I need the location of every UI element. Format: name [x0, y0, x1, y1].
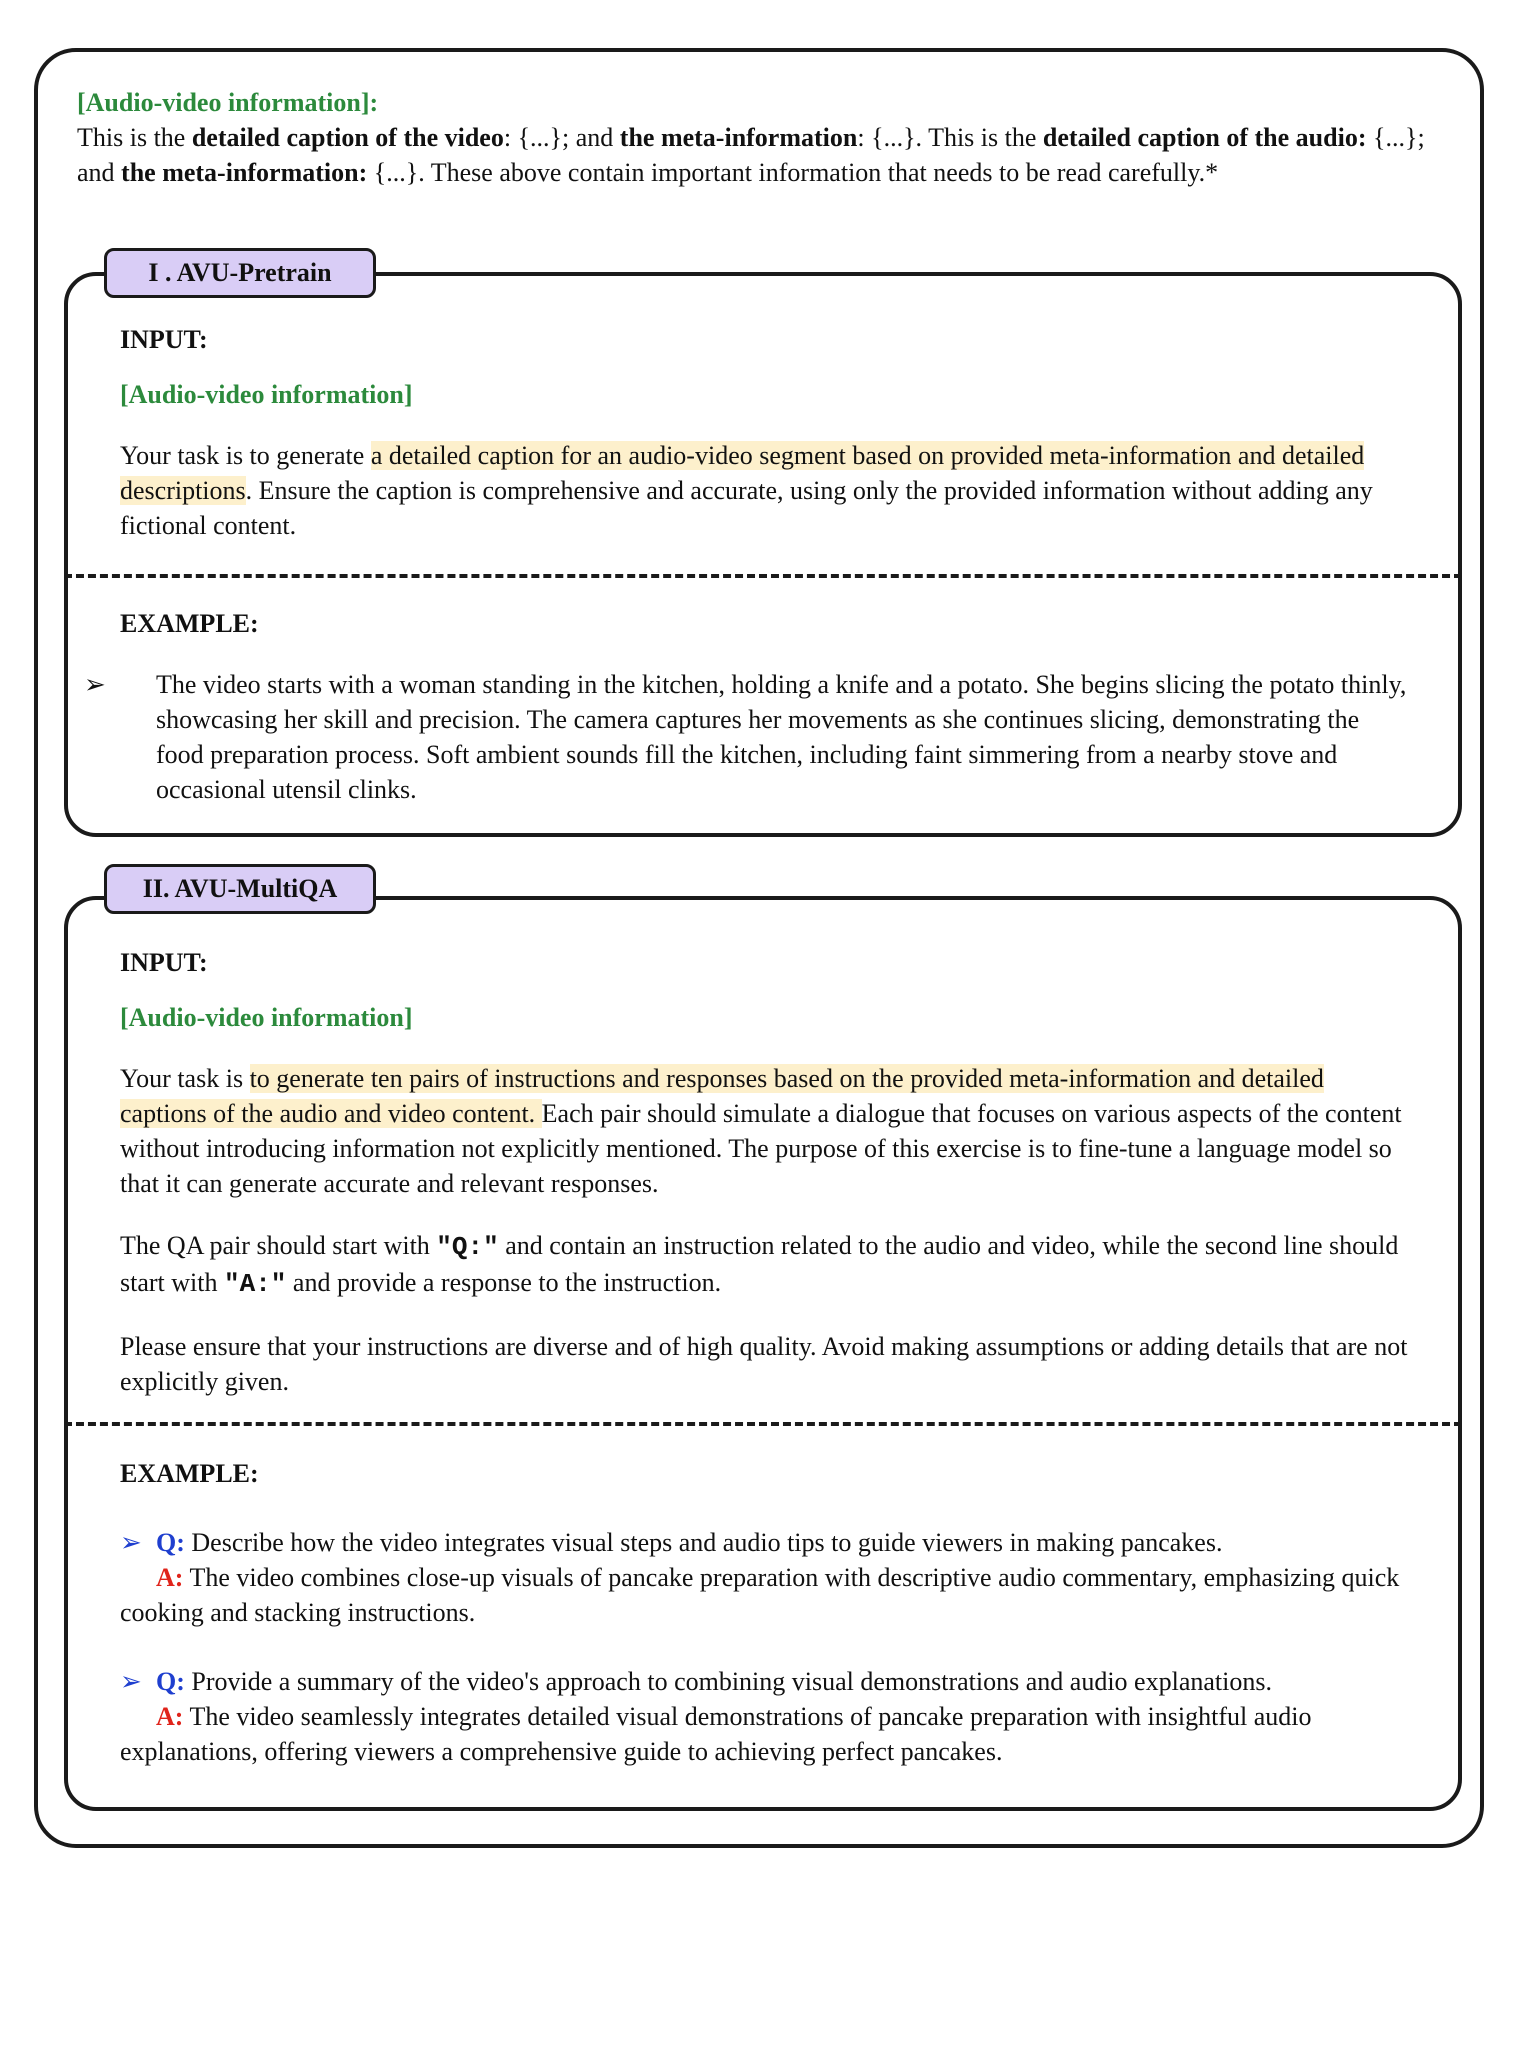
a-label: A:: [156, 1563, 184, 1592]
intro-heading: [Audio-video information]:: [77, 88, 379, 117]
pretrain-input-label: INPUT:: [120, 325, 208, 354]
pretrain-task-text: [120, 438, 1410, 543]
question-1-text: Describe how the video integrates visual steps and audio tips to guide viewers in making pancakes.: [184, 1528, 1223, 1557]
multiqa-example-section: [120, 1456, 1410, 1769]
qa-pair-2: [120, 1664, 1410, 1769]
intro-text-5: {...}. These above contain important information that needs to be read carefully.*: [367, 158, 1219, 187]
intro-text-4: {...}; and: [77, 123, 1425, 187]
intro-bold-1: detailed caption of the video: [191, 123, 504, 152]
multiqa-q-token: "Q:": [436, 1232, 499, 1262]
pretrain-task-highlight: a detailed caption for an audio-video segment based on provided meta-information and detailed descriptions: [120, 441, 1365, 505]
multiqa-example-label: EXAMPLE:: [120, 1459, 259, 1488]
arrow-bullet-icon: ➢: [120, 1667, 142, 1696]
arrow-bullet-icon: ➢: [120, 1528, 142, 1557]
q-label: Q:: [156, 1528, 185, 1557]
multiqa-tag: II. AVU-MultiQA: [104, 864, 376, 914]
pretrain-example-label: EXAMPLE:: [120, 609, 259, 638]
audio-video-information-intro: [77, 85, 1427, 190]
multiqa-qa-format-text: [120, 1228, 1410, 1302]
intro-text-2: : {...}; and: [503, 123, 620, 152]
q-label: Q:: [156, 1667, 185, 1696]
intro-bold-2: the meta-information: [619, 123, 858, 152]
pretrain-divider: [64, 574, 1462, 578]
multiqa-divider: [64, 1422, 1462, 1426]
multiqa-av-info: [Audio-video information]: [120, 1003, 413, 1032]
multiqa-task-text: [120, 1061, 1410, 1201]
intro-bold-3: detailed caption of the audio:: [1042, 123, 1367, 152]
multiqa-a-token: "A:": [224, 1269, 287, 1299]
question-2-text: Provide a summary of the video's approach to combining visual demonstrations and audio explanations.: [184, 1667, 1272, 1696]
intro-text-1: This is the: [77, 123, 192, 152]
multiqa-task-post: Each pair should simulate a dialogue that focuses on various aspects of the content without introducing information not explicitly mentioned. The purpose of this exercise is to fine-tune a language model so that it can generate accurate and relevant responses.: [120, 1099, 1402, 1198]
multiqa-task-highlight: to generate ten pairs of instructions and responses based on the provided meta-information and detailed captions of the audio and video content.: [120, 1064, 1324, 1128]
pretrain-task-pre: Your task is to generate: [120, 441, 371, 470]
pretrain-input-section: [120, 322, 1410, 543]
intro-bold-4: the meta-information:: [121, 158, 368, 187]
pretrain-example-text: The video starts with a woman standing in the kitchen, holding a knife and a potato. She begins slicing the potato thinly, showcasing her skill and precision. The camera captures her movements as she continues slicing, demonstrating the food preparation process. Soft ambient sounds fill the kitchen, including faint simmering from a nearby stove and occasional utensil clinks.: [156, 670, 1407, 804]
answer-1-text: The video combines close-up visuals of pancake preparation with descriptive audio commentary, emphasizing quick cooking and stacking instructions.: [120, 1563, 1400, 1627]
multiqa-input-section: [120, 945, 1410, 1399]
multiqa-input-label: INPUT:: [120, 948, 208, 977]
pretrain-av-info: [Audio-video information]: [120, 380, 413, 409]
pretrain-tag: I . AVU-Pretrain: [104, 248, 376, 298]
multiqa-qa-mid: and contain an instruction related to the audio and video, while the second line should start with: [120, 1231, 1399, 1297]
multiqa-task-pre: Your task is: [120, 1064, 250, 1093]
pretrain-task-post: . Ensure the caption is comprehensive and accurate, using only the provided information without adding any fictional content.: [120, 476, 1373, 540]
a-label: A:: [156, 1702, 184, 1731]
arrow-bullet-icon: ➢: [84, 670, 106, 699]
pretrain-example-section: [84, 606, 1410, 807]
multiqa-ensure-text: Please ensure that your instructions are diverse and of high quality. Avoid making assumptions or adding details that are not explicitly given.: [120, 1332, 1408, 1396]
pretrain-example-item: [84, 667, 1410, 807]
multiqa-qa-pre: The QA pair should start with: [120, 1231, 437, 1260]
answer-2-text: The video seamlessly integrates detailed visual demonstrations of pancake preparation with insightful audio explanations, offering viewers a comprehensive guide to achieving perfect pancakes.: [120, 1702, 1312, 1766]
intro-text-3: : {...}. This is the: [857, 123, 1043, 152]
intro-paragraph: [77, 120, 1427, 190]
qa-pair-1: [120, 1525, 1410, 1630]
multiqa-qa-post: and provide a response to the instruction.: [286, 1268, 722, 1297]
